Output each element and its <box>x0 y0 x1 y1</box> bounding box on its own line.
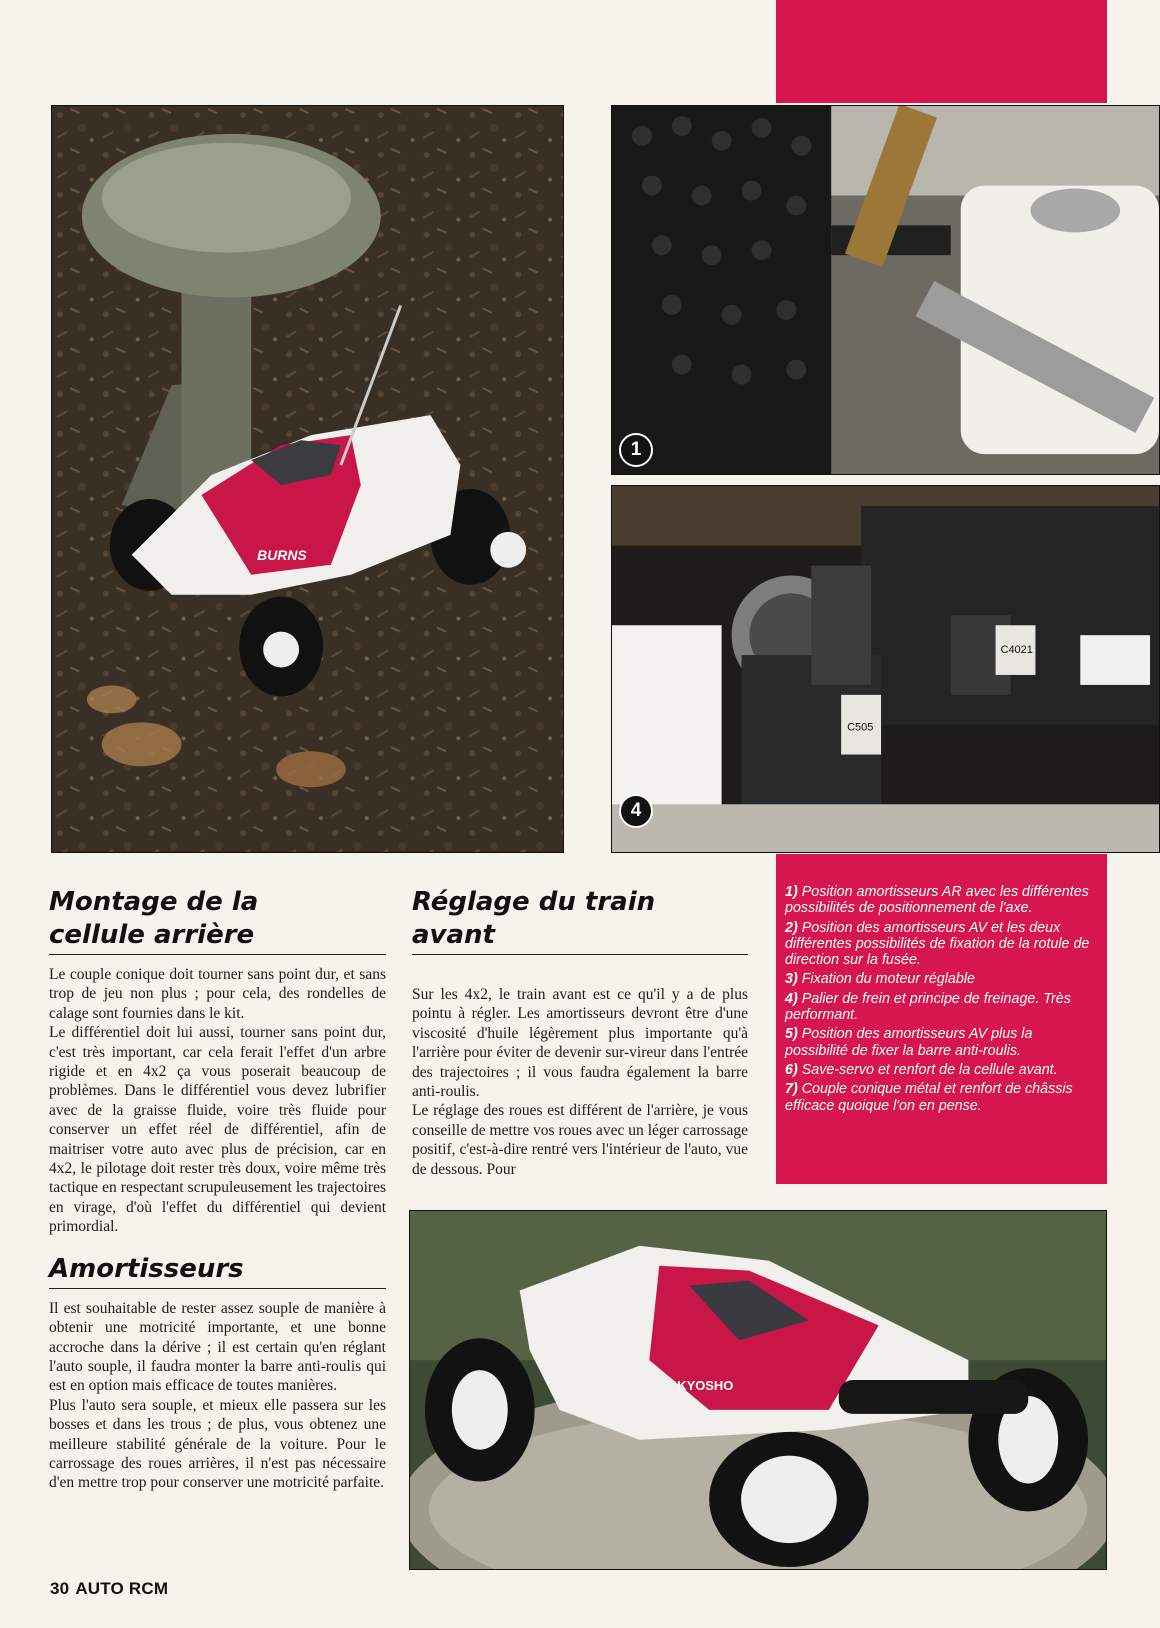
caption-item: 3) Fixation du moteur réglable <box>785 971 975 988</box>
page-footer <box>50 1579 168 1599</box>
page-number: 30 <box>50 1579 70 1598</box>
amortisseurs-paragraph: Plus l'auto sera souple, et mieux elle passera sur les bosses et dans les trous ; de plus, vous obtenez une meilleure stabilité générale de la voiture. Pour le carrossage des roues arrières, il n'est pas nécessaire d'en mettre trop pour conserver une motricité parfaite. <box>49 1396 386 1492</box>
reglage-paragraph: Sur les 4x2, le train avant est ce qu'il y a de plus pointu à régler. Les amortisseurs devront être d'une viscosité d'huile légèrement plus importante qu'à l'arrière pour éviter de devenir sur-vireur dans l'entrée des trajectoires ; il vous faudra également la barre anti-roulis. <box>412 986 748 1101</box>
servo-label-1: C4021 <box>1000 644 1033 657</box>
montage-paragraph: Le couple conique doit tourner sans point dur, et sans trop de jeu non plus ; pour cela, des rondelles de calage sont fournies dans le kit. <box>49 966 386 1022</box>
magazine-name: AUTO RCM <box>75 1579 169 1598</box>
main-photo <box>51 105 564 853</box>
reglage-heading-line2: avant <box>412 920 495 950</box>
amortisseurs-paragraph: Il est souhaitable de rester assez souple de manière à obtenir une motricité importante, et une bonne accroche dans la dérive ; il est certain qu'en réglant l'auto souple, il faudra monter la barre anti-roulis qui est en option mais efficace de toutes manières. <box>49 1299 386 1395</box>
servo-label-2: C505 <box>847 721 874 734</box>
reglage-heading-line1: Réglage du train <box>412 887 656 917</box>
reglage-heading <box>412 886 748 955</box>
caption-item: 7) Couple conique métal et renfort de châssis efficace quoique l'on en pense. <box>785 1081 1073 1114</box>
top-accent-band <box>776 0 1107 103</box>
caption-item: 2) Position des amortisseurs AV et les deux différentes possibilités de fixation de la rotule de direction sur la fusée. <box>785 919 1090 969</box>
detail-photo-1 <box>611 105 1160 475</box>
photo-number-4: 4 <box>619 794 653 828</box>
article-column-middle <box>412 886 748 1179</box>
bottom-photo <box>409 1210 1107 1570</box>
montage-heading <box>49 886 386 955</box>
amortisseurs-heading <box>49 1253 386 1289</box>
caption-item: 6) Save-servo et renfort de la cellule avant. <box>785 1061 1058 1078</box>
montage-heading-line2: cellule arrière <box>49 920 255 950</box>
caption-item: 5) Position des amortisseurs AV plus la possibilité de fixer la barre anti-roulis. <box>785 1026 1033 1059</box>
reglage-paragraph: Le réglage des roues est différent de l'arrière, je vous conseille de mettre vos roues avec un léger carrossage positif, c'est-à-dire rentré vers l'intérieur de l'auto, vue de dessous. Pour <box>412 1102 748 1178</box>
article-column-left <box>49 886 386 1493</box>
detail-photo-4 <box>611 485 1160 853</box>
caption-item: 4) Palier de frein et principe de freinage. Très performant. <box>785 990 1071 1024</box>
montage-heading-line1: Montage de la <box>49 887 259 917</box>
photo-number-1: 1 <box>619 433 653 467</box>
car-burns-label: BURNS <box>257 546 307 563</box>
montage-paragraph: Le différentiel doit lui aussi, tourner sans point dur, c'est très important, car cela ferait l'effet d'un arbre rigide et en 4x2 ça vous poserait beaucoup de problèmes. Dans le différentiel vous devez lubrifier avec de la graisse fluide, voire très fluide pour conserver un effet réel de différentiel, afin de maitriser votre auto avec plus de précision, car en 4x2, le pilotage doit rester très doux, voire même très tactique en respectant scrupuleusement les trajectoires en virage, d'où l'effet du différentiel qui devient primordial. <box>49 1024 386 1236</box>
amortisseurs-heading-text: Amortisseurs <box>49 1253 244 1284</box>
photo-captions-box <box>776 854 1107 1184</box>
car-kyosho-label: KYOSHO <box>677 1378 734 1393</box>
caption-item: 1) Position amortisseurs AR avec les différentes possibilités de positionnement de l'axe. <box>785 884 1089 917</box>
